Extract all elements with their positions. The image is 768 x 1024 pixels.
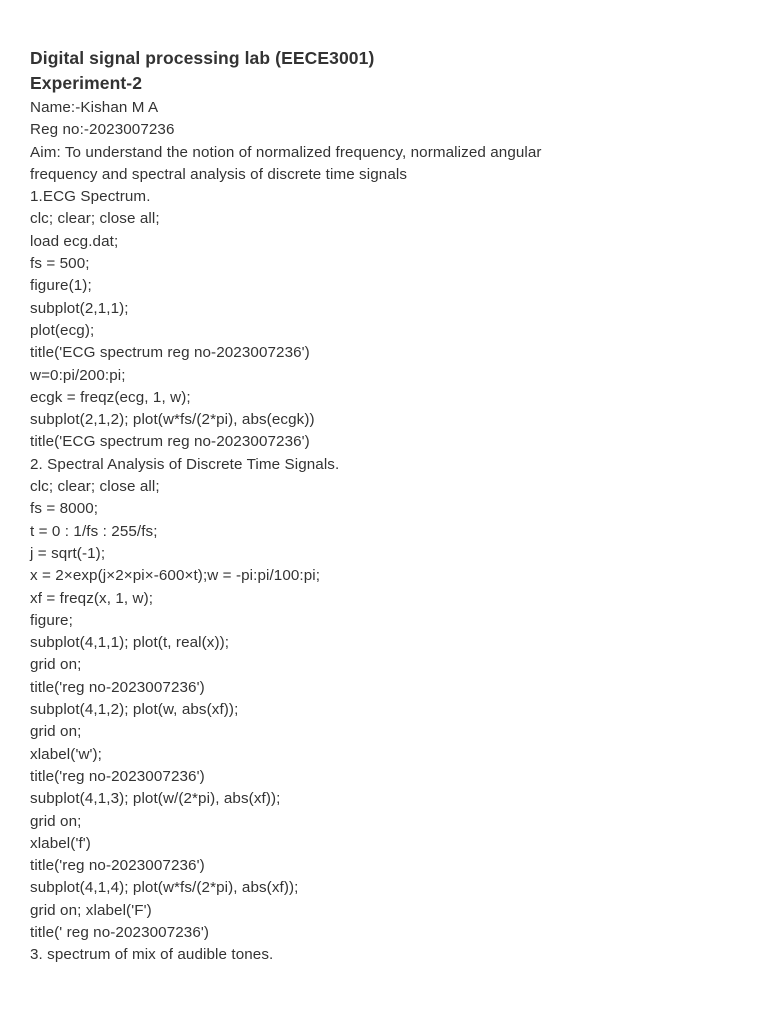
text-line: plot(ecg);: [30, 321, 95, 339]
document-title: Digital signal processing lab (EECE3001): [30, 48, 375, 68]
text-line: figure(1);: [30, 277, 92, 295]
text-line: subplot(4,1,2); plot(w, abs(xf));: [30, 701, 239, 719]
text-line: subplot(4,1,3); plot(w/(2*pi), abs(xf));: [30, 790, 281, 808]
text-line: title('ECG spectrum reg no-2023007236'): [30, 433, 310, 451]
text-line: Reg no:-2023007236: [30, 121, 175, 139]
text-line: grid on;: [30, 723, 82, 741]
text-line: Aim: To understand the notion of normalized frequency, normalized angular: [30, 143, 542, 161]
document-subtitle: Experiment-2: [30, 73, 143, 93]
text-line: grid on;: [30, 812, 82, 830]
text-line: clc; clear; close all;: [30, 478, 160, 496]
text-line: 3. spectrum of mix of audible tones.: [30, 946, 274, 964]
text-line: xlabel('w');: [30, 745, 102, 763]
text-line: xlabel('f'): [30, 834, 91, 852]
text-line: title('ECG spectrum reg no-2023007236'): [30, 344, 310, 362]
text-line: title('reg no-2023007236'): [30, 857, 205, 875]
document-header: [30, 46, 768, 96]
text-line: fs = 500;: [30, 255, 90, 273]
text-line: 1.ECG Spectrum.: [30, 188, 151, 206]
document-body: [30, 97, 768, 967]
text-line: grid on;: [30, 656, 82, 674]
text-line: subplot(2,1,1);: [30, 299, 129, 317]
text-line: frequency and spectral analysis of discrete time signals: [30, 165, 408, 183]
text-line: j = sqrt(-1);: [30, 544, 106, 562]
text-line: 2. Spectral Analysis of Discrete Time Signals.: [30, 455, 340, 473]
text-line: clc; clear; close all;: [30, 210, 160, 228]
text-line: load ecg.dat;: [30, 232, 119, 250]
text-line: subplot(2,1,2); plot(w*fs/(2*pi), abs(ecgk)): [30, 411, 315, 429]
text-line: subplot(4,1,1); plot(t, real(x));: [30, 634, 230, 652]
text-line: figure;: [30, 611, 73, 629]
text-line: fs = 8000;: [30, 500, 99, 518]
text-line: ecgk = freqz(ecg, 1, w);: [30, 388, 191, 406]
text-line: w=0:pi/200:pi;: [30, 366, 126, 384]
text-line: xf = freqz(x, 1, w);: [30, 589, 154, 607]
text-line: t = 0 : 1/fs : 255/fs;: [30, 522, 158, 540]
text-line: x = 2×exp(j×2×pi×-600×t);w = -pi:pi/100:pi;: [30, 567, 321, 585]
text-line: title(' reg no-2023007236'): [30, 923, 210, 941]
text-line: subplot(4,1,4); plot(w*fs/(2*pi), abs(xf));: [30, 879, 299, 897]
text-line: grid on; xlabel('F'): [30, 901, 152, 919]
text-line: title('reg no-2023007236'): [30, 678, 205, 696]
text-line: title('reg no-2023007236'): [30, 767, 205, 785]
text-line: Name:-Kishan M A: [30, 99, 159, 116]
